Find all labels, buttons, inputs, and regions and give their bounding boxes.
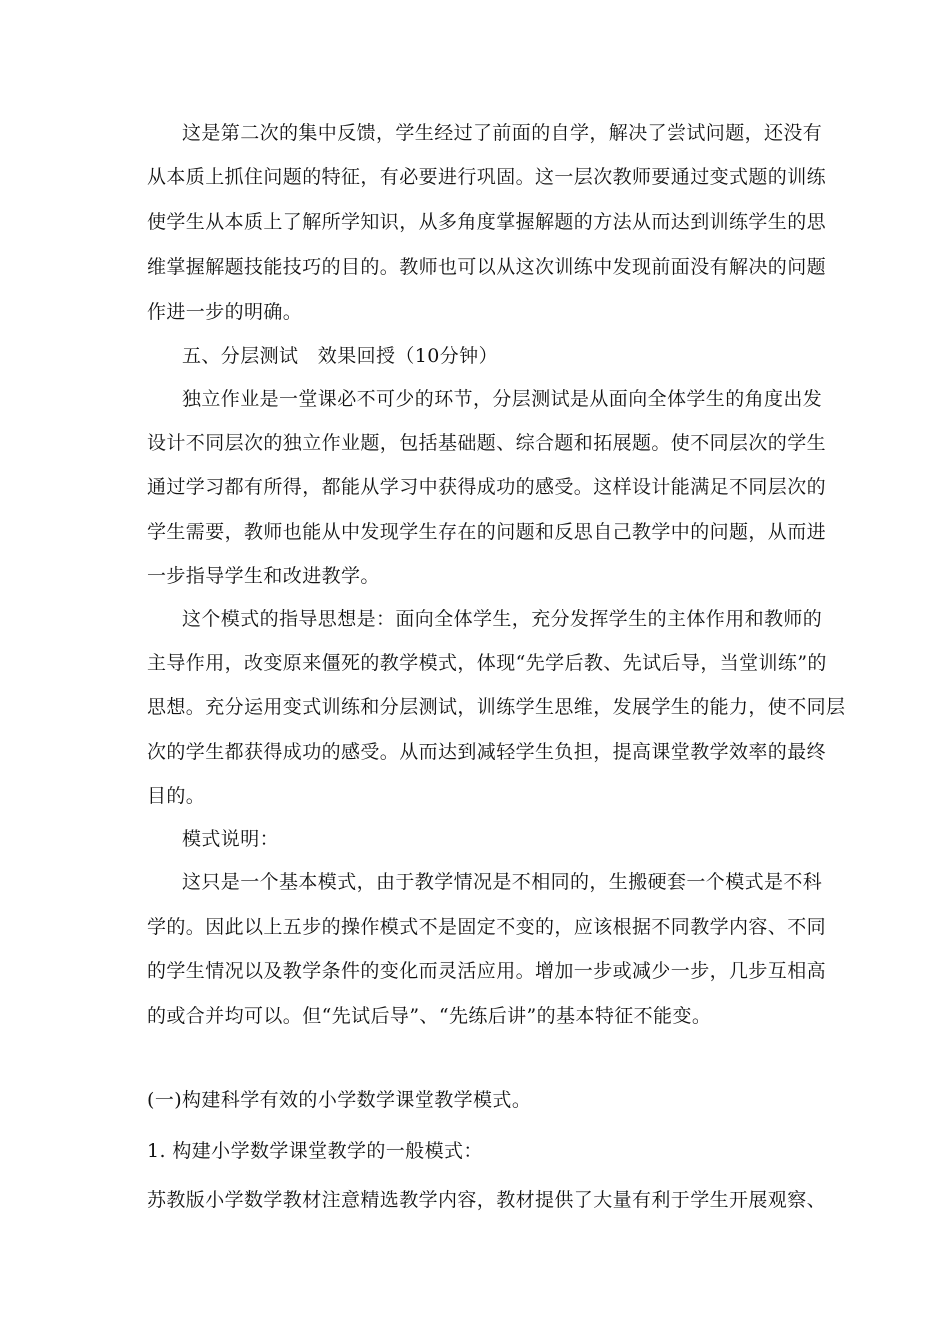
paragraph-1-line-4: 维掌握解题技能技巧的目的。教师也可以从这次训练中发现前面没有解决的问题 xyxy=(147,256,827,278)
paragraph-3-line-1: 这个模式的指导思想是：面向全体学生，充分发挥学生的主体作用和教师的 xyxy=(182,608,823,630)
paragraph-4-line-1: 这只是一个基本模式，由于教学情况是不相同的，生搬硬套一个模式是不科 xyxy=(182,871,823,893)
paragraph-2-line-4: 学生需要，教师也能从中发现学生存在的问题和反思自己教学中的问题，从而进 xyxy=(147,521,827,543)
sub-heading: 1. 构建小学数学课堂教学的一般模式： xyxy=(147,1140,483,1162)
paragraph-3-line-3: 思想。充分运用变式训练和分层测试，训练学生思维，发展学生的能力，使不同层 xyxy=(147,696,846,718)
paragraph-2-line-1: 独立作业是一堂课必不可少的环节，分层测试是从面向全体学生的角度出发 xyxy=(182,388,823,410)
paragraph-1-line-5: 作进一步的明确。 xyxy=(147,301,303,323)
mode-explanation-heading: 模式说明： xyxy=(182,828,280,850)
paragraph-4-line-3: 的学生情况以及教学条件的变化而灵活应用。增加一步或减少一步，几步互相高 xyxy=(147,960,827,982)
paragraph-2-line-2: 设计不同层次的独立作业题，包括基础题、综合题和拓展题。使不同层次的学生 xyxy=(147,432,827,454)
body-text-last-line: 苏教版小学数学教材注意精选教学内容，教材提供了大量有利于学生开展观察、 xyxy=(147,1189,827,1211)
paragraph-4-line-4: 的或合并均可以。但“先试后导”、“先练后讲”的基本特征不能变。 xyxy=(147,1005,712,1027)
paragraph-3-line-2: 主导作用，改变原来僵死的教学模式，体现“先学后教、先试后导，当堂训练”的 xyxy=(147,652,827,674)
section-heading: (一)构建科学有效的小学数学课堂教学模式。 xyxy=(147,1089,532,1111)
paragraph-2-line-5: 一步指导学生和改进教学。 xyxy=(147,565,380,587)
paragraph-3-line-5: 目的。 xyxy=(147,785,206,807)
paragraph-4-line-2: 学的。因此以上五步的操作模式不是固定不变的，应该根据不同教学内容、不同 xyxy=(147,916,827,938)
paragraph-1-line-1: 这是第二次的集中反馈，学生经过了前面的自学，解决了尝试问题，还没有 xyxy=(182,122,823,144)
section-five-heading: 五、分层测试 效果回授（10分钟） xyxy=(182,345,498,367)
paragraph-2-line-3: 通过学习都有所得，都能从学习中获得成功的感受。这样设计能满足不同层次的 xyxy=(147,476,827,498)
paragraph-1-line-3: 使学生从本质上了解所学知识，从多角度掌握解题的方法从而达到训练学生的思 xyxy=(147,211,827,233)
paragraph-3-line-4: 次的学生都获得成功的感受。从而达到减轻学生负担，提高课堂教学效率的最终 xyxy=(147,741,827,763)
paragraph-1-line-2: 从本质上抓住问题的特征，有必要进行巩固。这一层次教师要通过变式题的训练 xyxy=(147,166,827,188)
